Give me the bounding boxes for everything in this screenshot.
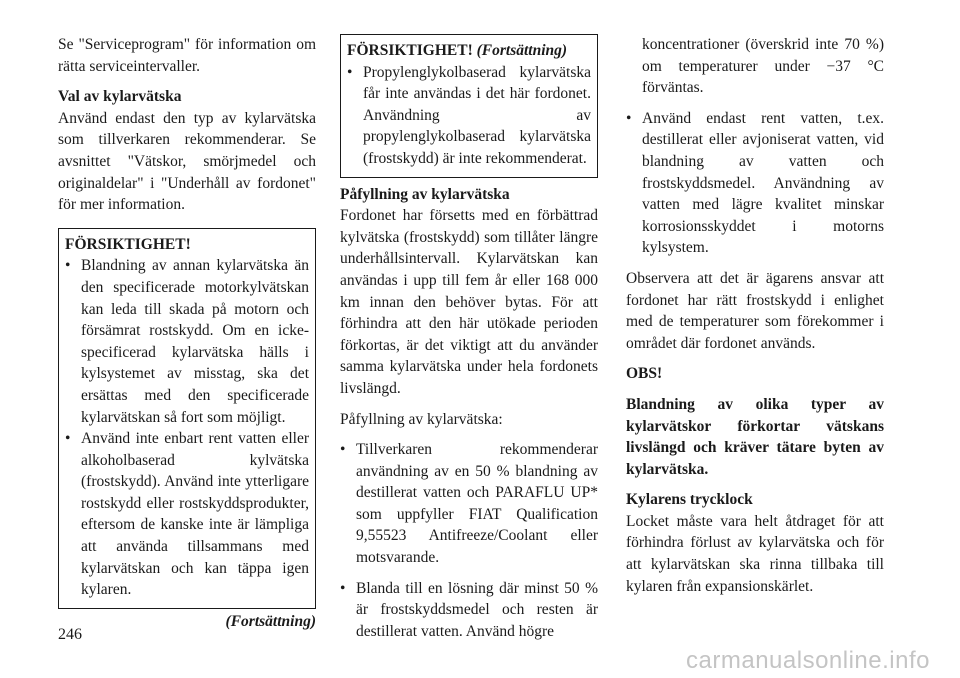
bullet-continuation: koncentrationer (överskrid inte 70 %) om temperaturer under −37 °C förväntas. bbox=[642, 36, 884, 97]
heading-coolant-selection: Val av kylarvätska bbox=[58, 88, 182, 106]
caution-title: FÖRSIKTIGHET! bbox=[65, 235, 191, 253]
owner-responsibility-text: Observera att det är ägarens ansvar att fordonet har rätt frostskydd i enlighet med de temperaturer som förekommer i området där fordonet används. bbox=[626, 269, 884, 352]
note-label: OBS! bbox=[626, 365, 663, 383]
filling-item: • Tillverkaren rekommenderar användning av en 50 % blandning av destillerat vatten och PARAFLU UP* som uppfyller FIAT Qualification 9,55523 Antifreeze/Coolant eller motsvarande. bbox=[340, 439, 598, 569]
watermark: carmanualsonline.info bbox=[686, 647, 930, 675]
column-left bbox=[58, 34, 316, 632]
caution-list bbox=[347, 62, 591, 170]
filling-item: • Blanda till en lösning där minst 50 % är frostskyddsmedel och resten är destillerat vatten. Använd högre bbox=[340, 578, 598, 643]
caution-item: • Propylenglykolbaserad kylarvätska får inte användas i det här fordonet. Användning av propylenglykolbaserad kylarvätska (frostskydd) är inte rekommenderat. bbox=[347, 62, 591, 170]
caution-box-continued bbox=[340, 34, 598, 178]
caution-box bbox=[58, 228, 316, 609]
filling-lead: Påfyllning av kylarvätska: bbox=[340, 410, 503, 428]
caution-item: • Använd inte enbart rent vatten eller alkoholbaserad kylvätska (frostskydd). Använd inte ytterligare rostskydd eller rostskyddsprodukter, eftersom de kanske inte är lämpliga att använda tillsammans med kylarvätskan och kan täppa igen kylaren. bbox=[65, 428, 309, 601]
column-right bbox=[626, 34, 884, 597]
continued-label: (Fortsättning) bbox=[476, 42, 568, 59]
coolant-selection-text: Använd endast den typ av kylarvätska som tillverkaren rekommenderar. Se avsnittet "Vätskor, smörjmedel och originaldelar" i "Underhåll av fordonet" för mer information. bbox=[58, 109, 316, 214]
pressure-cap-text: Locket måste vara helt åtdraget för att förhindra förlust av kylarvätska och för att kylarvätskan ska rinna tillbaka till kylaren från expansionskärlet. bbox=[626, 512, 884, 595]
filling-list bbox=[340, 439, 598, 642]
caution-title: FÖRSIKTIGHET! bbox=[347, 42, 473, 59]
column-middle bbox=[340, 34, 598, 642]
heading-pressure-cap: Kylarens trycklock bbox=[626, 491, 753, 509]
caution-list bbox=[65, 255, 309, 601]
intro-text: Se "Serviceprogram" för information om rätta serviceintervaller. bbox=[58, 36, 316, 75]
continued-label: (Fortsättning) bbox=[225, 612, 316, 630]
water-item: • Använd endast rent vatten, t.ex. destillerat eller avjoniserat vatten, vid blandning av vatten och frostskyddsmedel. Användning av vatten med lägre kvalitet minskar korrosionsskyddet i motorns kylsystem. bbox=[626, 108, 884, 259]
caution-item: • Blandning av annan kylarvätska än den specificerade motorkylvätskan kan leda till skada på motorn och försämrat rostskydd. Om en icke-specificerad kylarvätska hälls i kylsystemet av misstag, ska det ersättas med den specificerade kylarvätskan så fort som möjligt. bbox=[65, 255, 309, 428]
water-list bbox=[626, 108, 884, 259]
heading-coolant-filling: Påfyllning av kylarvätska bbox=[340, 185, 510, 203]
note-text: Blandning av olika typer av kylarvätskor förkortar vätskans livslängd och kräver tätare byten av kylarvätska. bbox=[626, 395, 884, 478]
page-number: 246 bbox=[58, 626, 82, 643]
coolant-filling-text: Fordonet har försetts med en förbättrad kylvätska (frostskydd) som tillåter längre underhållsintervall. Kylarvätskan kan användas i upp till fem år eller 168 000 km innan den behöver bytas. För att förhindra att den här utökade perioden förkortas, är det viktigt att du använder samma kylarvätska under hela fordonets livslängd. bbox=[340, 207, 598, 397]
caution-header bbox=[347, 40, 591, 62]
